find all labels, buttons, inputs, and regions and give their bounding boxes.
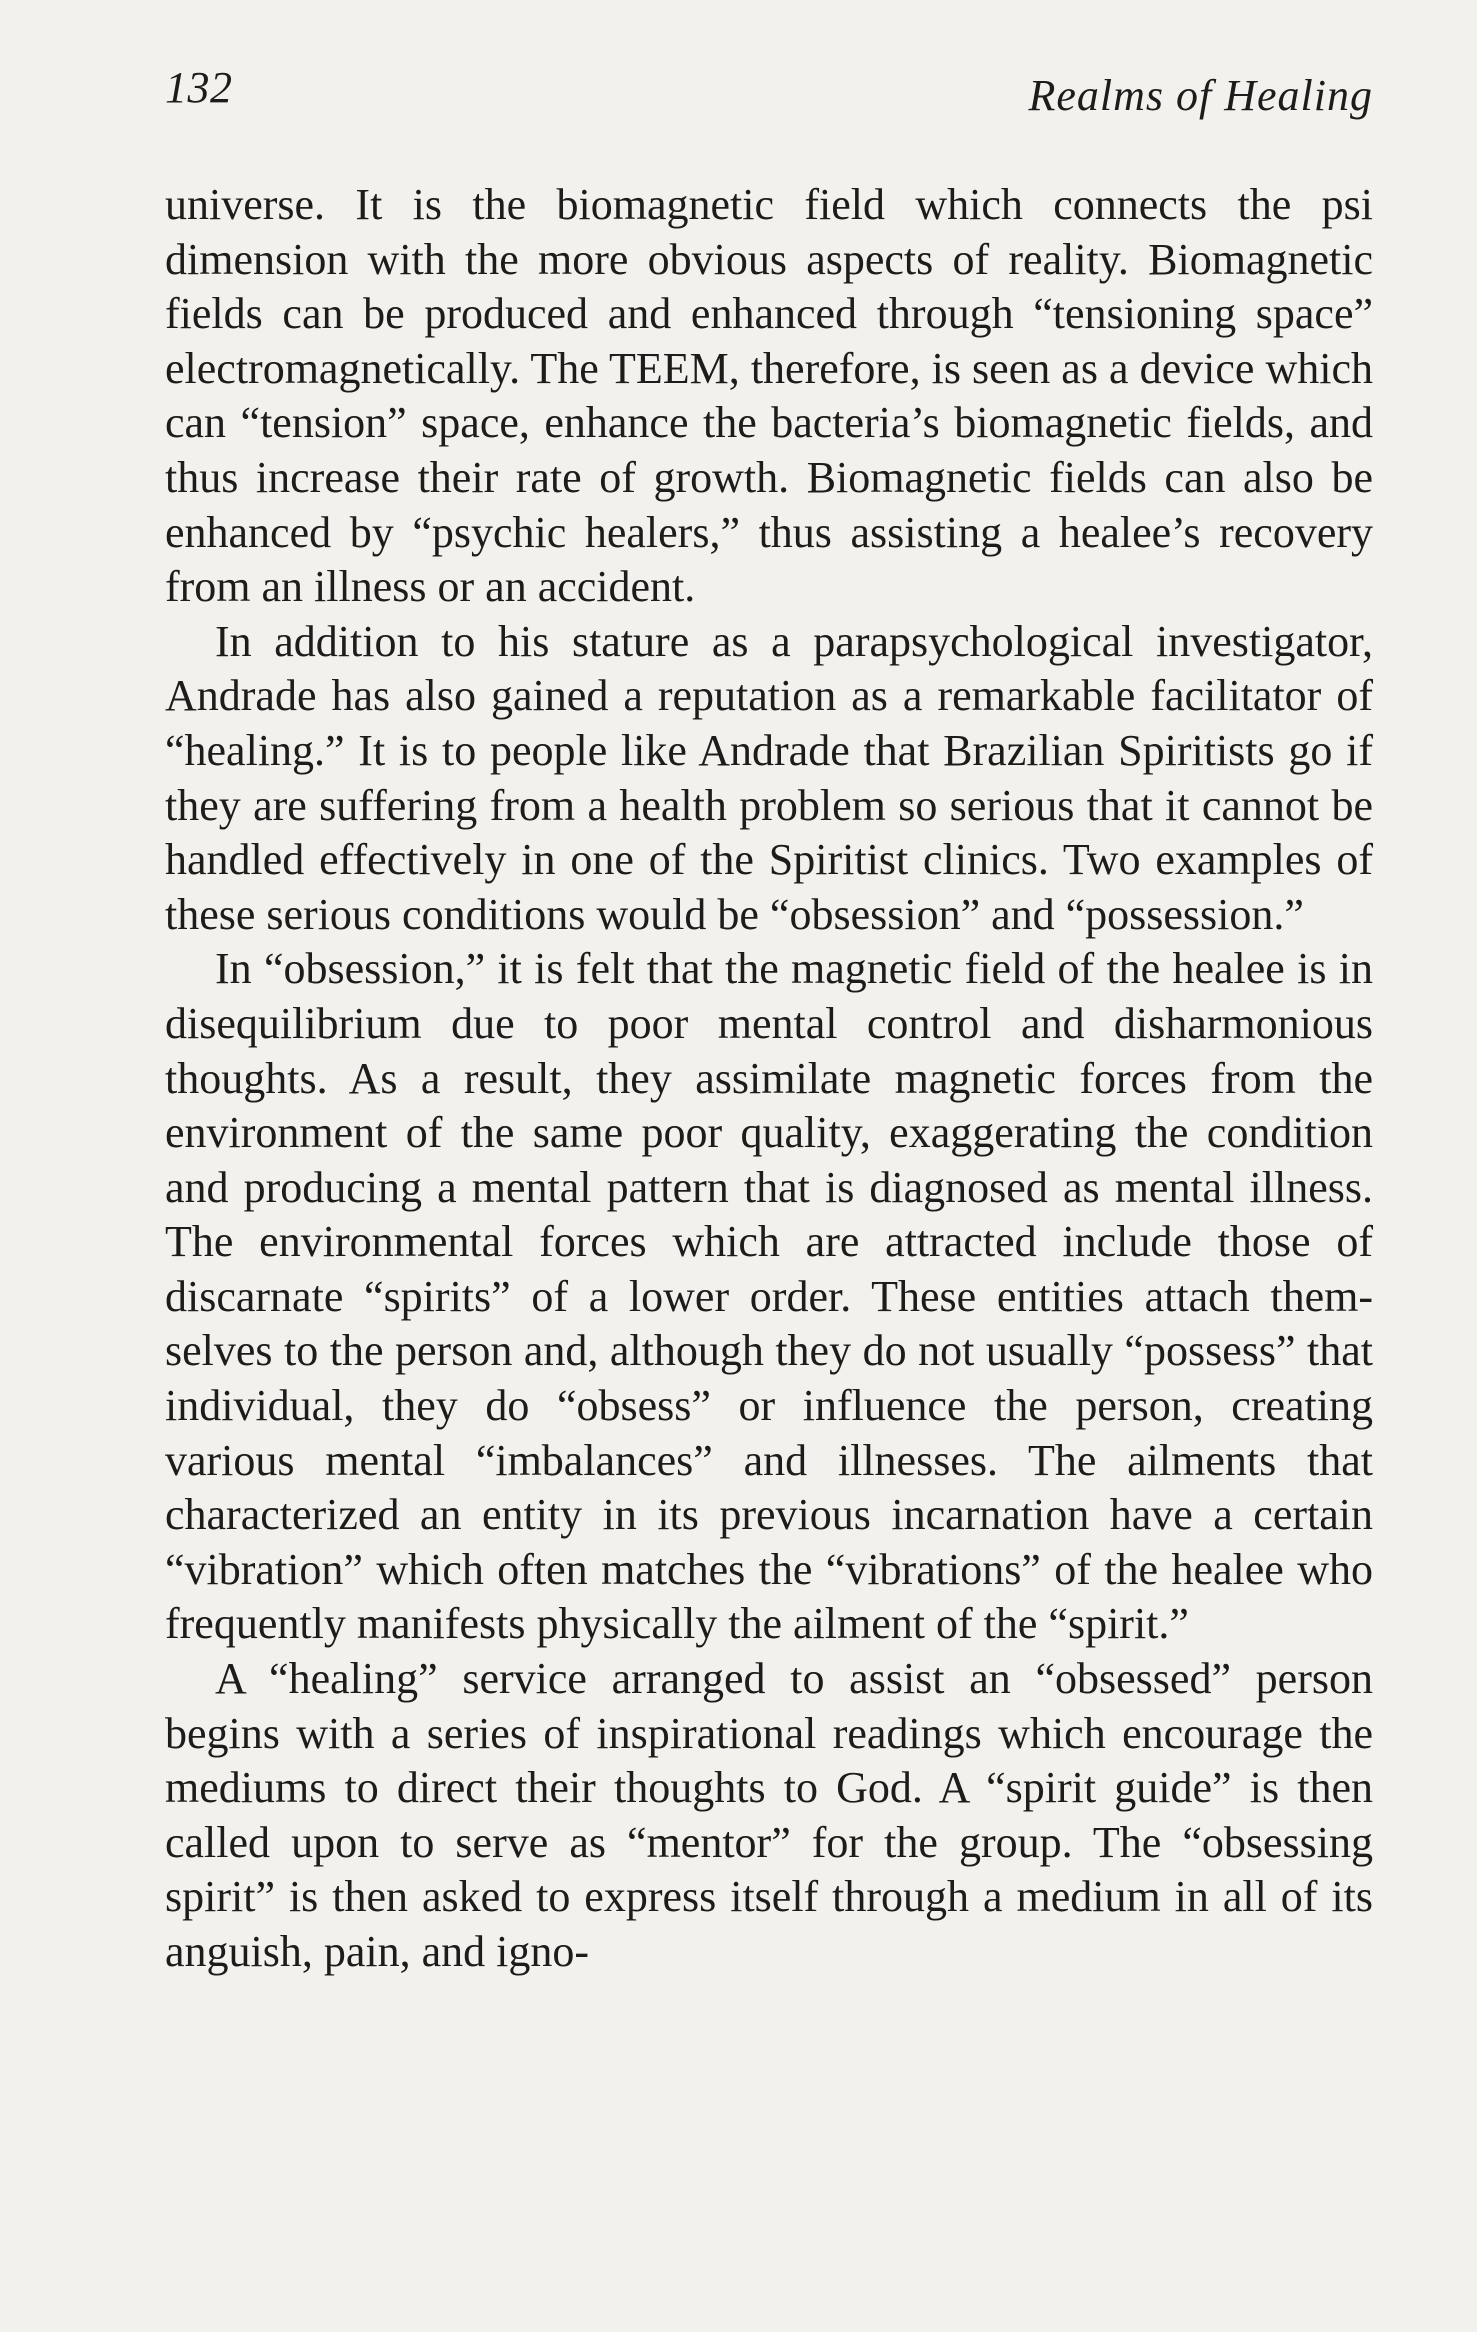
paragraph-continued: universe. It is the biomagnetic field which connects the psi dimension with the more obvious aspects of reality. Biomagnetic fields can be produced and enhanced through “tensioning space” electromagnetically. The TEEM, therefore, is seen as a device which can “tension” space, enhance the bacteria’s biomagnetic fields, and thus increase their rate of growth. Biomagnetic fields can also be enhanced by “psychic healers,” thus assisting a healee’s recovery from an illness or an accident. <box>165 180 1373 612</box>
paragraph-andrade-healing: In addition to his stature as a parapsychological investigator, Andrade has also gained a reputation as a remarkable facilitator of “healing.” It is to people like Andrade that Brazilian Spiritists go if they are suffering from a health problem so serious that it cannot be handled effectively in one of the Spiritist clinics. Two examples of these serious conditions would be “obsession” and “possession.” <box>165 616 1373 939</box>
body-text <box>165 178 1373 1980</box>
paragraph-healing-service: A “healing” service arranged to assist an “obsessed” person begins with a series of inspirational readings which encourage the mediums to direct their thoughts to God. A “spirit guide” is then called upon to serve as “mentor” for the group. The “obsessing spirit” is then asked to express itself through a medium in all of its anguish, pain, and igno- <box>165 1654 1373 1976</box>
paragraph-obsession: In “obsession,” it is felt that the magnetic field of the healee is in disequilibrium due to poor mental control and disharmonious thoughts. As a result, they assimilate magnetic forces from the environment of the same poor quality, exaggerating the condition and producing a mental pattern that is diagnosed as mental illness. The environmental forces which are attracted include those of discarnate “spirits” of a lower order. These entities attach themselves to the person and, although they do not usually “possess” that individual, they do “obsess” or influence the person, creating various mental “imbalances” and illnesses. The ailments that characterized an entity in its previous incarnation have a certain “vibration” which often matches the “vibrations” of the healee who frequently manifests physically the ailment of the “spirit.” <box>165 944 1373 1649</box>
page-header <box>165 62 1373 132</box>
running-head: Realms of Healing <box>1028 71 1373 120</box>
page-number: 132 <box>165 63 233 112</box>
